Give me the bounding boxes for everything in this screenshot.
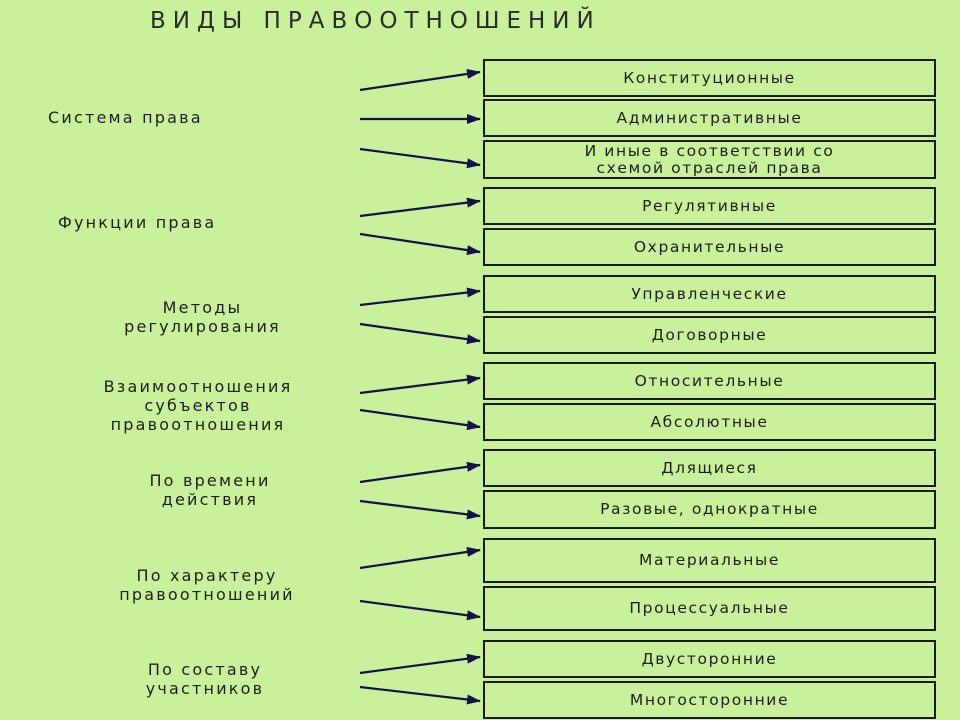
type-box-protective: Охранительные — [483, 228, 936, 266]
arrow — [360, 234, 480, 252]
arrow — [360, 687, 480, 701]
arrow — [360, 550, 480, 568]
type-box-other-branches-text: И иные в соответствии со схемой отраслей права — [584, 141, 835, 177]
arrow — [360, 378, 480, 393]
type-box-contractual: Договорные — [483, 316, 936, 354]
type-box-material: Материальные — [483, 538, 936, 583]
criterion-regulation-methods: Методы регулирования — [124, 298, 281, 336]
arrow — [360, 501, 480, 516]
arrow — [360, 201, 480, 216]
criterion-subjects-relations: Взаимоотношения субъектов правоотношения — [103, 377, 293, 434]
criterion-functions-of-law: Функции права — [58, 213, 217, 232]
arrow — [360, 465, 480, 482]
type-box-constitutional: Конституционные — [483, 59, 936, 97]
type-box-one-time: Разовые, однократные — [483, 490, 936, 529]
criterion-duration: По времени действия — [149, 471, 271, 509]
arrow — [360, 149, 480, 165]
criterion-system-of-law: Система права — [48, 108, 203, 127]
arrow — [360, 657, 480, 673]
arrow — [360, 72, 480, 90]
arrow — [360, 410, 480, 427]
criterion-character: По характеру правоотношений — [119, 566, 295, 604]
type-box-continuing: Длящиеся — [483, 449, 936, 487]
arrow — [360, 324, 480, 341]
type-box-bilateral: Двусторонние — [483, 640, 936, 678]
diagram-title: ВИДЫ ПРАВООТНОШЕНИЙ — [150, 8, 601, 34]
type-box-administrative: Административные — [483, 99, 936, 137]
arrow — [360, 601, 480, 617]
type-box-regulatory: Регулятивные — [483, 187, 936, 225]
arrow — [360, 291, 480, 305]
type-box-relative: Относительные — [483, 362, 936, 400]
type-box-managerial: Управленческие — [483, 275, 936, 313]
type-box-absolute: Абсолютные — [483, 403, 936, 441]
type-box-procedural: Процессуальные — [483, 586, 936, 631]
type-box-multilateral: Многосторонние — [483, 681, 936, 719]
criterion-participants: По составу участников — [145, 660, 265, 698]
